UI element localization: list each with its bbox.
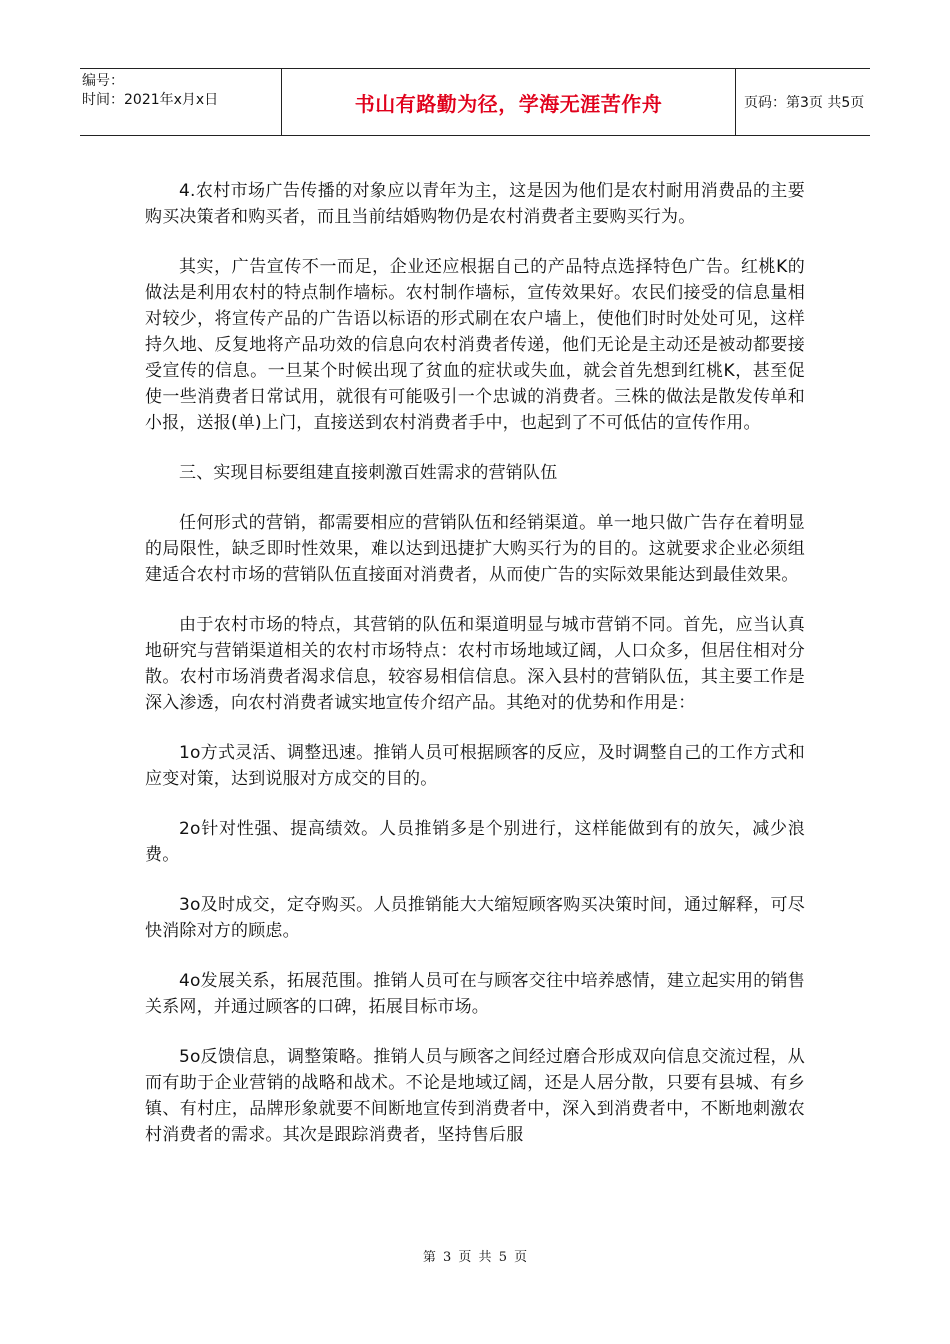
header-meta xyxy=(80,69,282,135)
paragraph: 任何形式的营销，都需要相应的营销队伍和经销渠道。单一地只做广告存在着明显的局限性，缺乏即时性效果，难以达到迅捷扩大购买行为的目的。这就要求企业必须组建适合农村市场的营销队伍直接面对消费者，从而使广告的实际效果能达到最佳效果。 xyxy=(145,513,805,585)
document-body xyxy=(145,178,805,1172)
page-footer: 第 3 页 共 5 页 xyxy=(422,1250,528,1265)
paragraph: 其实，广告宣传不一而足，企业还应根据自己的产品特点选择特色广告。红桃K的做法是利用农村的特点制作墙标。农村制作墙标，宣传效果好。农民们接受的信息量相对较少，将宣传产品的广告语以标语的形式刷在农户墙上，使他们时时处处可见，这样持久地、反复地将产品功效的信息向农村消费者传递，他们无论是主动还是被动都要接受宣传的信息。一旦某个时候出现了贫血的症状或失血，就会首先想到红桃K，甚至促使一些消费者日常试用，就很有可能吸引一个忠诚的消费者。三株的做法是散发传单和小报，送报(单)上门，直接送到农村消费者手中，也起到了不可低估的宣传作用。 xyxy=(145,257,805,433)
list-item: 4o发展关系，拓展范围。推销人员可在与顾客交往中培养感情，建立起实用的销售关系网，并通过顾客的口碑，拓展目标市场。 xyxy=(145,971,805,1017)
paragraph: 4.农村市场广告传播的对象应以青年为主，这是因为他们是农村耐用消费品的主要购买决策者和购买者，而且当前结婚购物仍是农村消费者主要购买行为。 xyxy=(145,181,805,227)
header-page-code: 页码：第3页 共5页 xyxy=(744,95,865,111)
list-item: 3o及时成交，定夺购买。人员推销能大大缩短顾客购买决策时间，通过解释，可尽快消除对方的顾虑。 xyxy=(145,895,805,941)
list-item: 5o反馈信息，调整策略。推销人员与顾客之间经过磨合形成双向信息交流过程，从而有助于企业营销的战略和战术。不论是地域辽阔，还是人居分散，只要有县城、有乡镇、有村庄，品牌形象就要不间断地宣传到消费者中，深入到消费者中，不断地刺激农村消费者的需求。其次是跟踪消费者，坚持售后服 xyxy=(145,1047,805,1145)
list-item: 1o方式灵活、调整迅速。推销人员可根据顾客的反应，及时调整自己的工作方式和应变对策，达到说服对方成交的目的。 xyxy=(145,743,805,789)
paragraph: 由于农村市场的特点，其营销的队伍和渠道明显与城市营销不同。首先，应当认真地研究与营销渠道相关的农村市场特点：农村市场地域辽阔，人口众多，但居住相对分散。农村市场消费者渴求信息，较容易相信信息。深入县村的营销队伍，其主要工作是深入渗透，向农村消费者诚实地宣传介绍产品。其绝对的优势和作用是： xyxy=(145,615,805,713)
page-header xyxy=(80,68,870,136)
document-number-label: 编号： xyxy=(82,73,124,89)
list-item: 2o针对性强、提高绩效。人员推销多是个别进行，这样能做到有的放矢，减少浪费。 xyxy=(145,819,805,865)
document-date-label: 时间：2021年x月x日 xyxy=(82,92,219,108)
section-heading: 三、实现目标要组建直接刺激百姓需求的营销队伍 xyxy=(179,463,558,483)
header-motto: 书山有路勤为径，学海无涯苦作舟 xyxy=(282,69,736,135)
